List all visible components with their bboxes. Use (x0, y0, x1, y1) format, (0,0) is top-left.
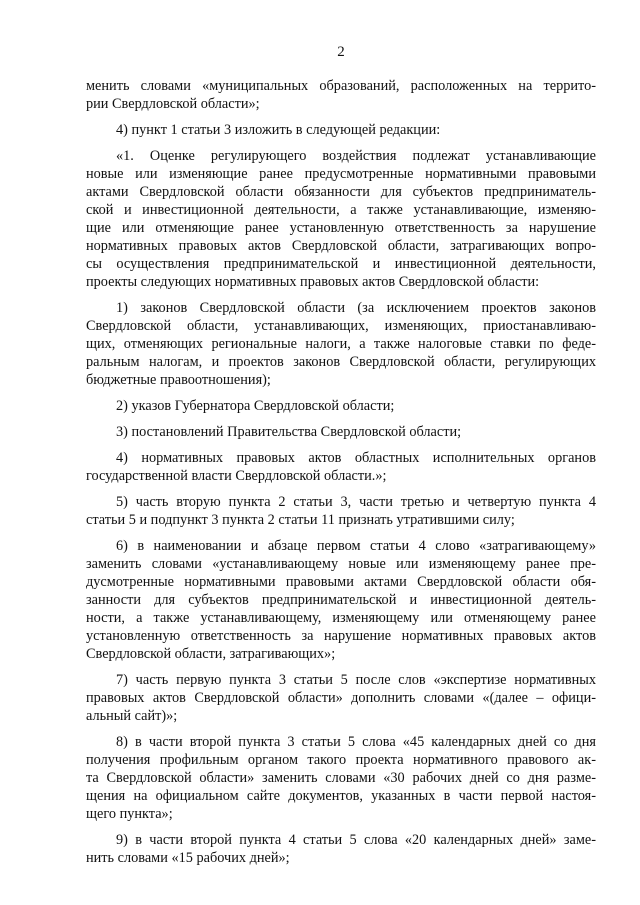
text-line: 8) в части второй пункта 3 статьи 5 слова «45 календарных дней со дня (116, 734, 596, 750)
text-line: 6) в наименовании и абзаце первом статьи 4 слово «затрагивающему» (116, 538, 596, 554)
paragraph (86, 671, 596, 725)
text-line: ральным налогам, и проектов законов Свердловской области, регулирующих (86, 354, 596, 370)
paragraph (86, 493, 596, 529)
text-line: новые или изменяющие ранее предусмотренные нормативными правовыми (86, 166, 596, 182)
text-line: ности, а также устанавливающему, изменяющему или отменяющему ранее (86, 610, 596, 626)
text-line: проекты следующих нормативных правовых актов Свердловской области: (86, 274, 540, 290)
text-line: та Свердловской области» заменить словами «30 рабочих дней со дня разме- (86, 770, 596, 786)
text-line: дусмотренные нормативными правовыми актами Свердловской области обя- (86, 574, 596, 590)
text-line: рии Свердловской области»; (86, 96, 260, 112)
paragraph (86, 449, 596, 485)
text-line: 5) часть вторую пункта 2 статьи 3, части третью и четвертую пункта 4 (116, 494, 596, 510)
text-line: нить словами «15 рабочих дней»; (86, 850, 290, 866)
text-line: статьи 5 и подпункт 3 пункта 2 статьи 11 признать утратившими силу; (86, 512, 515, 528)
text-line: щего пункта»; (86, 806, 173, 822)
paragraph (86, 537, 596, 663)
text-line: нормативных правовых актов Свердловской области, затрагивающих вопро- (86, 238, 596, 254)
text-line: занности для субъектов предпринимательской и инвестиционной деятель- (86, 592, 596, 608)
text-line: 9) в части второй пункта 4 статьи 5 слова «20 календарных дней» заме- (116, 832, 596, 848)
text-line: установленную ответственность за нарушение нормативных правовых актов (86, 628, 596, 644)
text-line: государственной власти Свердловской области.»; (86, 468, 387, 484)
paragraph (86, 831, 596, 867)
text-line: 1) законов Свердловской области (за исключением проектов законов (116, 300, 596, 316)
text-line: Свердловской области, затрагивающих»; (86, 646, 336, 662)
paragraph (86, 77, 596, 113)
text-line: щие или отменяющие ранее установленную ответственность за нарушение (86, 220, 596, 236)
text-line: 2) указов Губернатора Свердловской области; (116, 398, 395, 414)
text-line: «1. Оценке регулирующего воздействия подлежат устанавливающие (116, 148, 596, 164)
paragraph (86, 299, 596, 389)
text-line: сы осуществления предпринимательской и инвестиционной деятельности, (86, 256, 596, 272)
paragraph (86, 397, 596, 415)
paragraph (86, 423, 596, 441)
document-body (86, 77, 596, 867)
text-line: 4) пункт 1 статьи 3 изложить в следующей редакции: (116, 122, 441, 138)
text-line: Свердловской области, устанавливающих, изменяющих, приостанавливаю- (86, 318, 596, 334)
text-line: правовых актов Свердловской области» дополнить словами «(далее – офици- (86, 690, 596, 706)
page-number: 2 (337, 44, 345, 60)
text-line: заменить словами «устанавливающему новые или изменяющему ранее пре- (86, 556, 596, 572)
text-line: 3) постановлений Правительства Свердловской области; (116, 424, 462, 440)
text-line: актами Свердловской области обязанности для субъектов предприниматель- (86, 184, 596, 200)
paragraph (86, 733, 596, 823)
paragraph (86, 121, 596, 139)
text-line: щения на официальном сайте документов, указанных в части первой настоя- (86, 788, 596, 804)
text-line: ской и инвестиционной деятельности, а также устанавливающие, изменяю- (86, 202, 596, 218)
text-line: менить словами «муниципальных образований, расположенных на террито- (86, 78, 596, 94)
text-line: 4) нормативных правовых актов областных исполнительных органов (116, 450, 596, 466)
text-line: альный сайт)»; (86, 708, 178, 724)
text-line: 7) часть первую пункта 3 статьи 5 после слов «экспертизе нормативных (116, 672, 596, 688)
paragraph (86, 147, 596, 291)
text-line: щих, отменяющих региональные налоги, а также налоговые ставки по феде- (86, 336, 596, 352)
text-line: бюджетные правоотношения); (86, 372, 271, 388)
text-line: получения профильным органом такого проекта нормативного правового ак- (86, 752, 596, 768)
